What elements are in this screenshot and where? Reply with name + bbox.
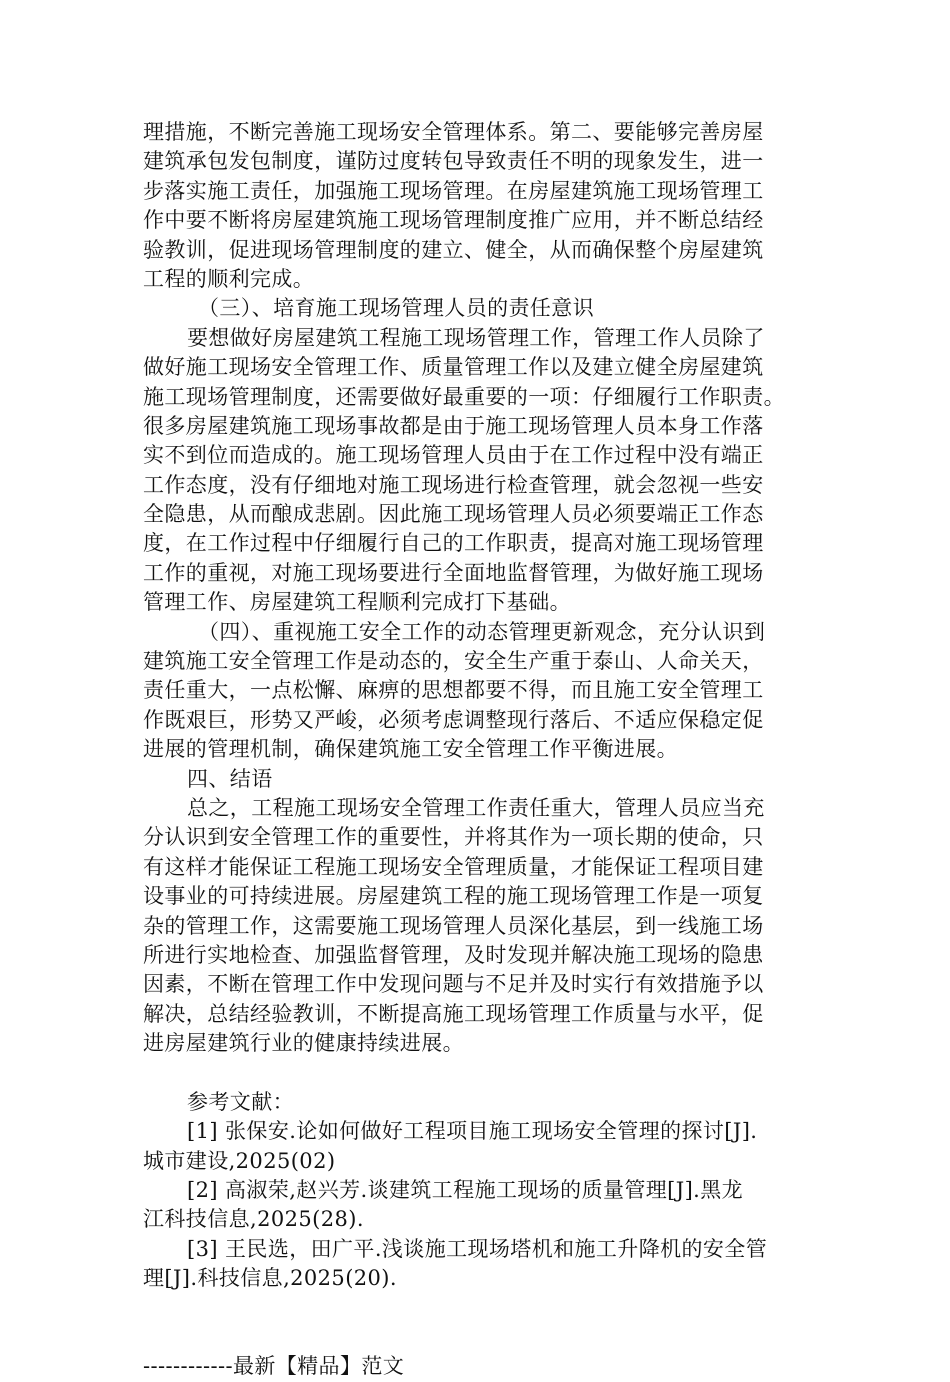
body-line: 很多房屋建筑施工现场事故都是由于施工现场管理人员本身工作落 bbox=[143, 413, 764, 438]
body-line: 作中要不断将房屋建筑施工现场管理制度推广应用，并不断总结经 bbox=[143, 208, 764, 233]
body-line: 工程的顺利完成。 bbox=[143, 266, 315, 291]
body-line: 度，在工作过程中仔细履行自己的工作职责，提高对施工现场管理 bbox=[143, 531, 764, 556]
body-paragraph bbox=[143, 118, 801, 294]
body-line: 建筑承包发包制度，谨防过度转包导致责任不明的现象发生，进一 bbox=[143, 149, 764, 174]
body-line: 实不到位而造成的。施工现场管理人员由于在工作过程中没有端正 bbox=[143, 443, 764, 468]
body-line: 分认识到安全管理工作的重要性，并将其作为一项长期的使命，只 bbox=[143, 825, 764, 850]
body-line: 有这样才能保证工程施工现场安全管理质量，才能保证工程项目建 bbox=[143, 854, 764, 879]
body-line: 设事业的可持续进展。房屋建筑工程的施工现场管理工作是一项复 bbox=[143, 884, 764, 909]
body-line: 工作态度，没有仔细地对施工现场进行检查管理，就会忽视一些安 bbox=[143, 472, 764, 497]
conclusion-heading: 四、结语 bbox=[187, 766, 273, 791]
reference-item bbox=[143, 1235, 801, 1294]
references-list bbox=[143, 1117, 801, 1293]
reference-line: 城市建设,2025(02) bbox=[143, 1148, 336, 1173]
reference-item bbox=[143, 1117, 801, 1176]
body-line: 解决，总结经验教训，不断提高施工现场管理工作质量与水平，促 bbox=[143, 1001, 764, 1026]
conclusion-paragraph bbox=[143, 794, 801, 1059]
body-line: 要想做好房屋建筑工程施工现场管理工作，管理工作人员除了 bbox=[187, 325, 765, 350]
body-line: 责任重大，一点松懈、麻痹的思想都要不得，而且施工安全管理工 bbox=[143, 678, 764, 703]
paragraph-gap bbox=[143, 1059, 801, 1088]
footer-text: ------------最新【精品】范文 bbox=[143, 1354, 405, 1379]
section-3-heading: （三）、培育施工现场管理人员的责任意识 bbox=[198, 296, 595, 321]
body-line: 做好施工现场安全管理工作、质量管理工作以及建立健全房屋建筑 bbox=[143, 355, 764, 380]
body-line: 建筑施工安全管理工作是动态的，安全生产重于泰山、人命关天， bbox=[143, 649, 764, 674]
document-page bbox=[143, 118, 801, 1382]
reference-line: 江科技信息,2025(28). bbox=[143, 1207, 364, 1232]
body-line: 进房屋建筑行业的健康持续进展。 bbox=[143, 1031, 464, 1056]
reference-line: [2] 高淑荣,赵兴芳.谈建筑工程施工现场的质量管理[J].黑龙 bbox=[187, 1178, 744, 1203]
body-line: 验教训，促进现场管理制度的建立、健全，从而确保整个房屋建筑 bbox=[143, 237, 764, 262]
body-line: 因素，不断在管理工作中发现问题与不足并及时实行有效措施予以 bbox=[143, 972, 764, 997]
body-line: 工作的重视，对施工现场要进行全面地监督管理，为做好施工现场 bbox=[143, 560, 764, 585]
reference-line: 理[J].科技信息,2025(20). bbox=[143, 1266, 397, 1291]
body-line: 总之，工程施工现场安全管理工作责任重大，管理人员应当充 bbox=[187, 795, 765, 820]
body-line: 全隐患，从而酿成悲剧。因此施工现场管理人员必须要端正工作态 bbox=[143, 502, 764, 527]
section-4-heading: （四）、重视施工安全工作的动态管理更新观念，充分认识到 bbox=[198, 619, 766, 644]
body-line: 理措施，不断完善施工现场安全管理体系。第二、要能够完善房屋 bbox=[143, 120, 764, 144]
section-4-paragraph bbox=[143, 618, 801, 765]
body-line: 杂的管理工作，这需要施工现场管理人员深化基层，到一线施工场 bbox=[143, 913, 764, 938]
reference-item bbox=[143, 1176, 801, 1235]
section-3-paragraph bbox=[143, 324, 801, 618]
body-line: 进展的管理机制，确保建筑施工安全管理工作平衡进展。 bbox=[143, 737, 678, 762]
references-heading: 参考文献： bbox=[187, 1089, 294, 1114]
reference-line: [3] 王民选，田广平.浅谈施工现场塔机和施工升降机的安全管 bbox=[187, 1236, 768, 1261]
reference-line: [1] 张保安.论如何做好工程项目施工现场安全管理的探讨[J]. bbox=[187, 1119, 758, 1144]
body-line: 施工现场管理制度，还需要做好最重要的一项：仔细履行工作职责。 bbox=[143, 384, 785, 409]
body-line: 步落实施工责任，加强施工现场管理。在房屋建筑施工现场管理工 bbox=[143, 178, 764, 203]
body-line: 作既艰巨，形势又严峻，必须考虑调整现行落后、不适应保稳定促 bbox=[143, 707, 764, 732]
body-line: 管理工作、房屋建筑工程顺利完成打下基础。 bbox=[143, 590, 571, 615]
body-line: 所进行实地检查、加强监督管理，及时发现并解决施工现场的隐患 bbox=[143, 942, 764, 967]
